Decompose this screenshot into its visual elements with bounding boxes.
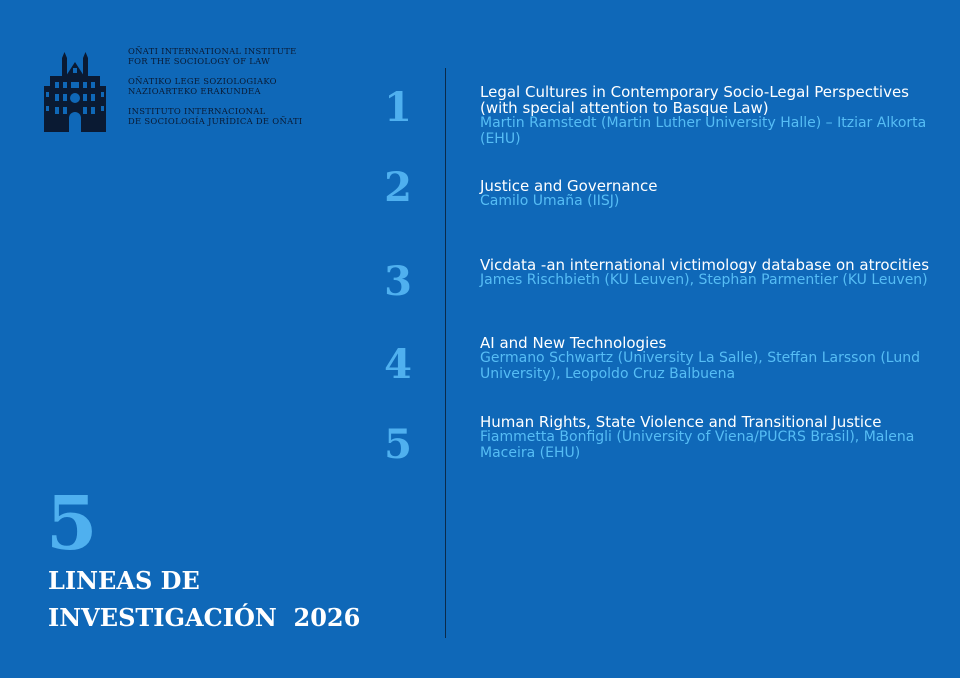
institute-name-basque	[128, 76, 328, 96]
building-icon	[44, 52, 106, 136]
institute-name-line: DE SOCIOLOGÍA JURÍDICA DE OÑATI	[128, 116, 303, 126]
research-line-4	[480, 335, 930, 382]
page-title-line: LINEAS DE	[48, 566, 200, 595]
research-line-3	[480, 257, 930, 289]
line-number-5: 5	[384, 421, 412, 468]
research-line-authors: Fiammetta Bonfigli (University of Viena/PUCRS Brasil), Malena Maceira (EHU)	[480, 429, 915, 461]
research-line-1	[480, 84, 930, 147]
page-title	[48, 562, 360, 636]
research-line-title: AI and New Technologies	[480, 334, 667, 352]
research-line-title: Legal Cultures in Contemporary Socio-Legal Perspectives (with special attention to Basque Law)	[480, 83, 909, 117]
line-number-3: 3	[384, 258, 412, 305]
research-line-title: Vicdata -an international victimology database on atrocities	[480, 256, 930, 274]
page-title-line: INVESTIGACIÓN 2026	[48, 603, 361, 632]
institute-name-english	[128, 46, 328, 66]
institute-name-line: INSTITUTO INTERNACIONAL	[128, 106, 266, 116]
line-number-1: 1	[384, 84, 412, 131]
research-line-authors: Camilo Umaña (IISJ)	[480, 193, 620, 209]
institute-name-line: OÑATI INTERNATIONAL INSTITUTE	[128, 46, 297, 56]
research-line-authors: Martin Ramstedt (Martin Luther University Halle) – Itziar Alkorta (EHU)	[480, 115, 927, 147]
research-line-title: Justice and Governance	[480, 177, 658, 195]
vertical-divider	[445, 68, 446, 638]
line-number-2: 2	[384, 164, 412, 211]
lines-count: 5	[46, 481, 98, 567]
research-line-authors: Germano Schwartz (University La Salle), Steffan Larsson (Lund University), Leopoldo Cruz Balbuena	[480, 350, 920, 382]
research-line-5	[480, 414, 930, 461]
research-line-authors: James Rischbieth (KU Leuven), Stephan Parmentier (KU Leuven)	[480, 272, 928, 288]
institute-name-spanish	[128, 106, 328, 126]
institute-name-line: FOR THE SOCIOLOGY OF LAW	[128, 56, 271, 66]
institute-name-line: NAZIOARTEKO ERAKUNDEA	[128, 86, 261, 96]
research-line-2	[480, 178, 930, 210]
institute-name-block	[128, 46, 328, 136]
institute-name-line: OÑATIKO LEGE SOZIOLOGIAKO	[128, 76, 277, 86]
research-line-title: Human Rights, State Violence and Transitional Justice	[480, 413, 882, 431]
institute-logo	[44, 52, 106, 136]
line-number-4: 4	[384, 341, 412, 388]
